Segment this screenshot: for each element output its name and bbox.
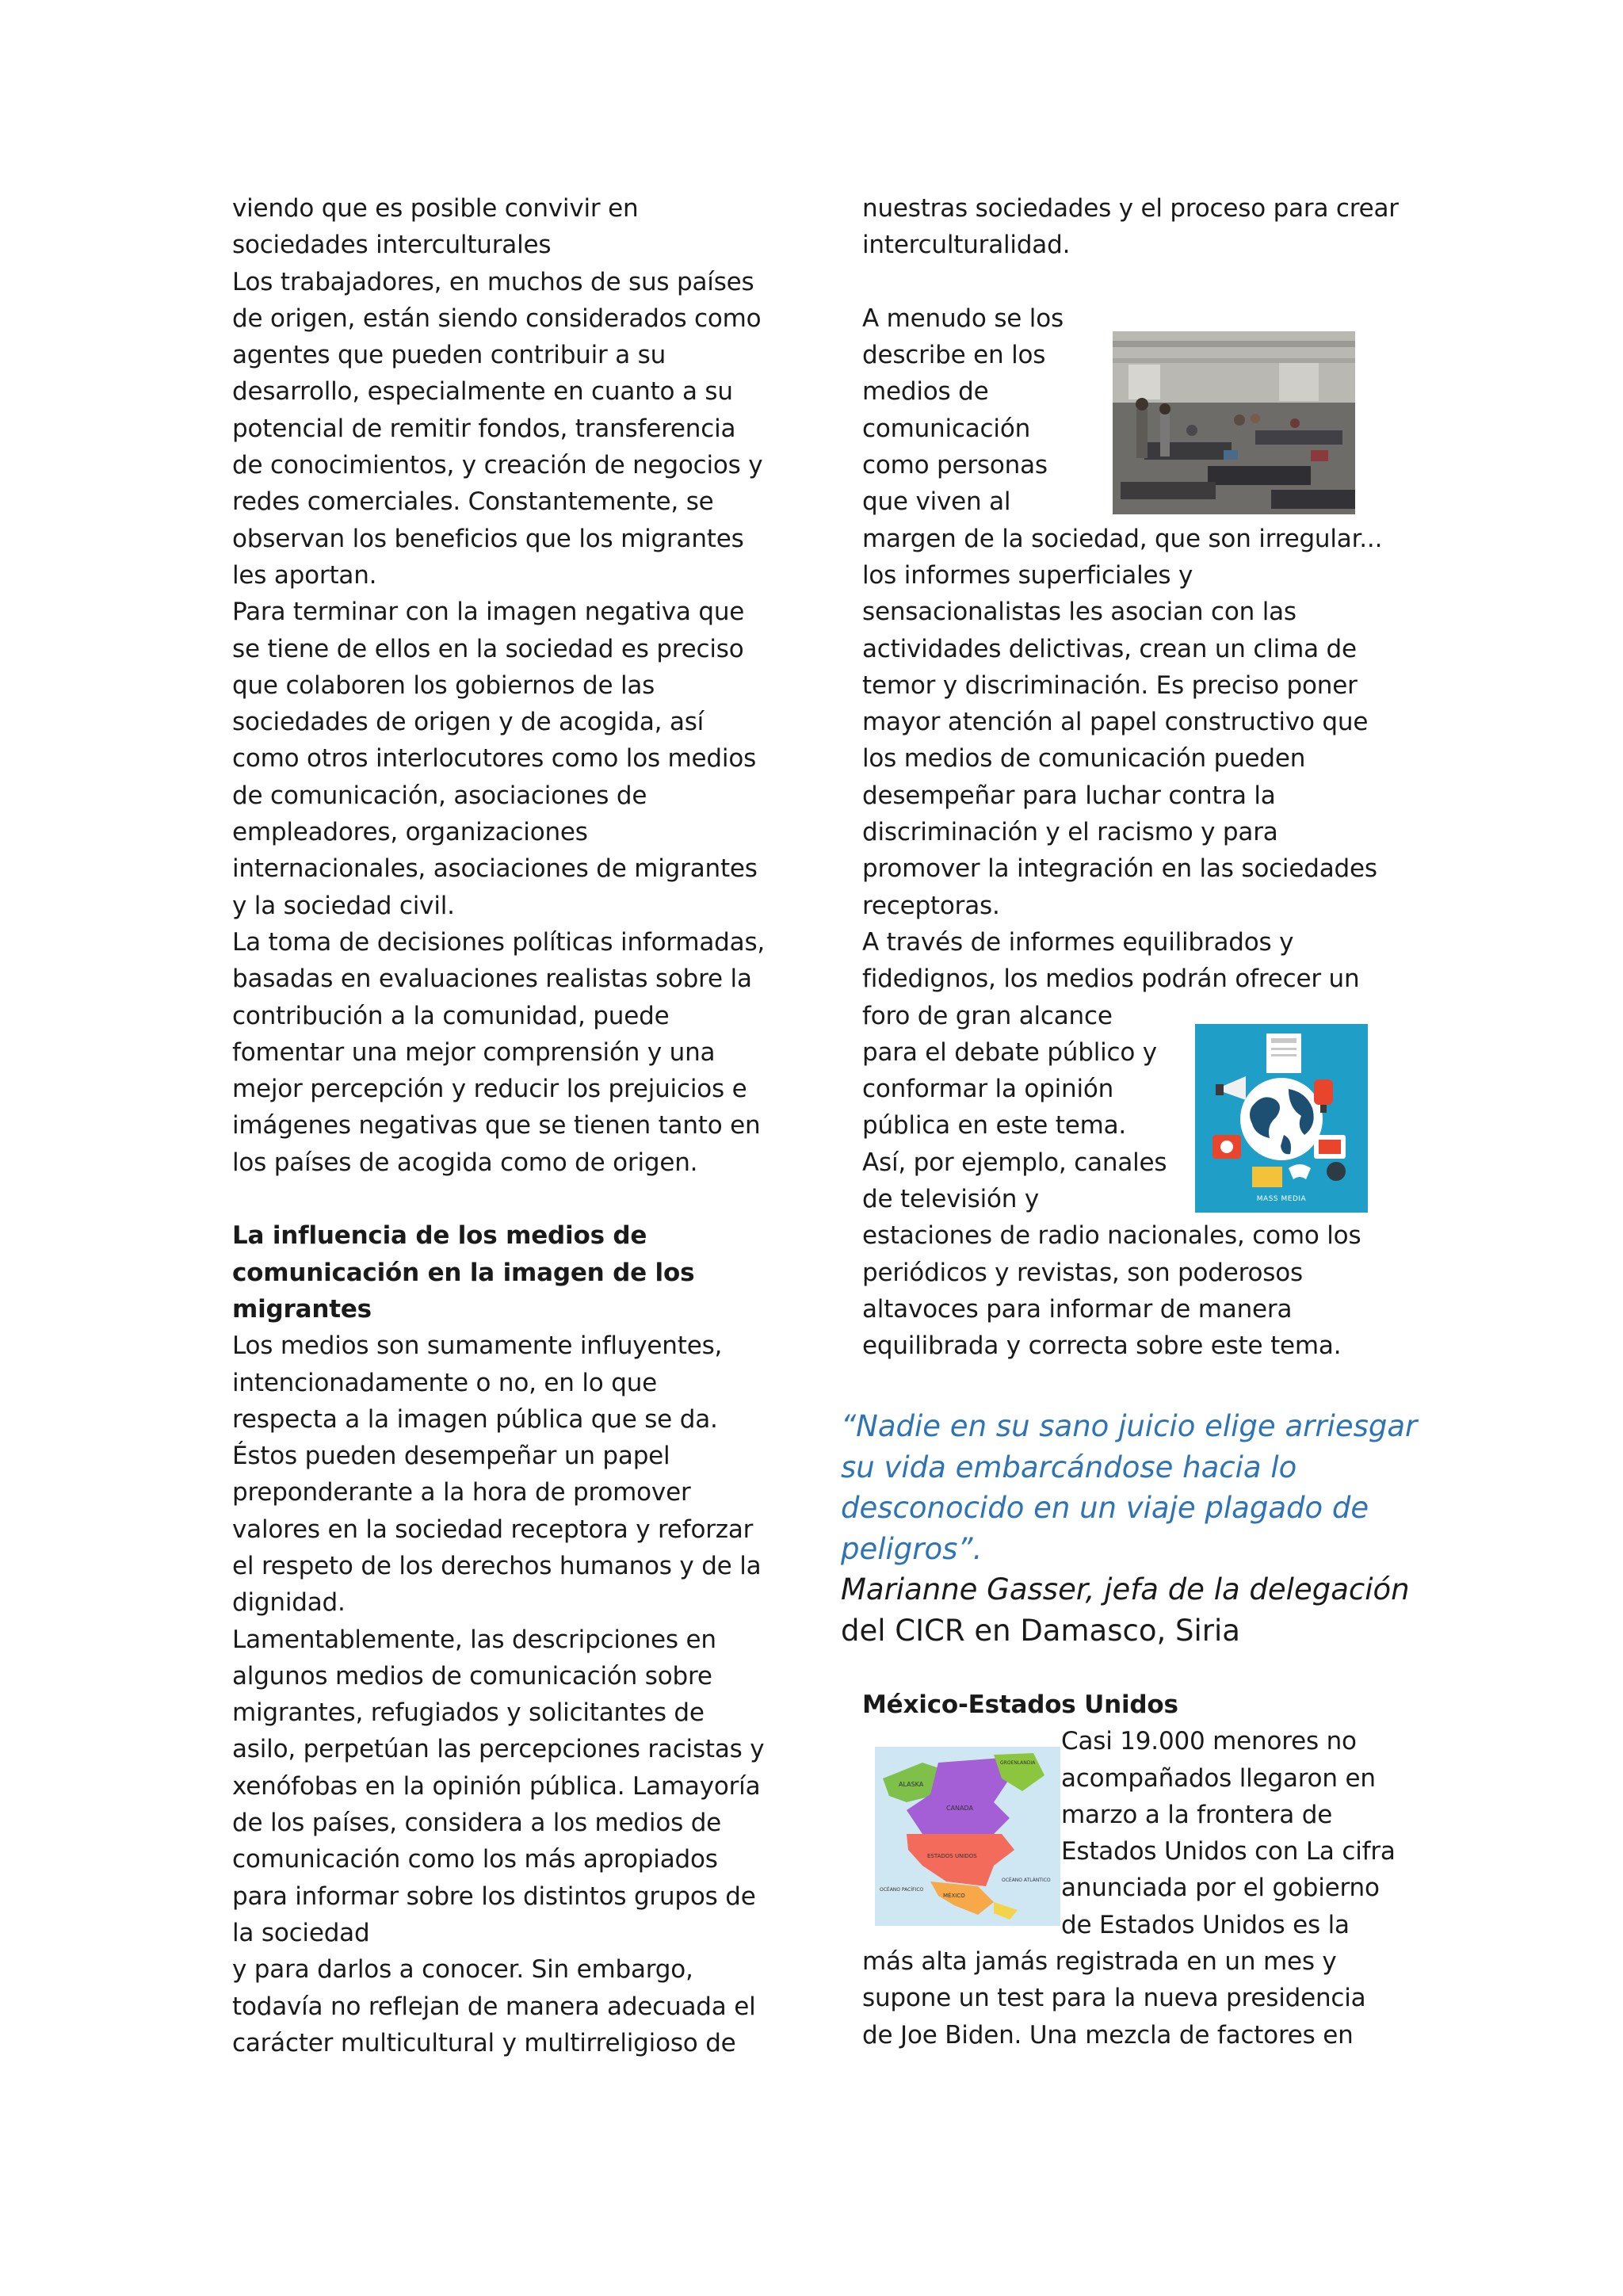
paragraph-line: A través de informes equilibrados y bbox=[862, 927, 1294, 957]
paragraph-line: A menudo se los bbox=[862, 304, 1064, 333]
paragraph-line: Los trabajadores, en muchos de sus países bbox=[232, 267, 754, 296]
paragraph-line: Para terminar con la imagen negativa que bbox=[232, 598, 745, 627]
quote-attribution: del CICR en Damasco, Siria bbox=[841, 1613, 1240, 1648]
shelter-photo bbox=[1113, 331, 1355, 514]
paragraph-line: temor y discriminación. Es preciso poner bbox=[862, 670, 1358, 700]
map-label-greenland: GROENLANDIA bbox=[1000, 1760, 1036, 1766]
paragraph-line: redes comerciales. Constantemente, se bbox=[232, 487, 714, 517]
paragraph-line: de los países, considera a los medios de bbox=[232, 1809, 722, 1838]
quote-attribution: Marianne Gasser, jefa de la delegación bbox=[841, 1572, 1410, 1606]
paragraph-line: equilibrada y correcta sobre este tema. bbox=[862, 1331, 1342, 1361]
section-heading-line: La influencia de los medios de bbox=[232, 1221, 647, 1251]
pull-quote bbox=[841, 1406, 1427, 1651]
paragraph-line: más alta jamás registrada en un mes y bbox=[862, 1947, 1337, 1977]
paragraph-line: los países de acogida como de origen. bbox=[232, 1148, 698, 1177]
paragraph-line: promover la integración en las sociedades bbox=[862, 854, 1377, 884]
paragraph-line: para informar sobre los distintos grupos de bbox=[232, 1881, 756, 1911]
paragraph-line: los medios de comunicación pueden bbox=[862, 744, 1306, 774]
paragraph-line: Casi 19.000 menores no bbox=[1061, 1727, 1357, 1756]
paragraph-line: el respeto de los derechos humanos y de la bbox=[232, 1551, 762, 1580]
paragraph-line: de Joe Biden. Una mezcla de factores en bbox=[862, 2020, 1354, 2050]
section-heading: México-Estados Unidos bbox=[862, 1690, 1178, 1719]
paragraph-line: desarrollo, especialmente en cuanto a su bbox=[232, 377, 733, 407]
paragraph-line: respecta a la imagen pública que se da. bbox=[232, 1404, 718, 1434]
paragraph-line: acompañados llegaron en bbox=[1061, 1763, 1376, 1793]
paragraph-line: que colaboren los gobiernos de las bbox=[232, 670, 655, 700]
paragraph-line: interculturalidad. bbox=[862, 231, 1071, 260]
map-label-canada: CANADA bbox=[946, 1805, 974, 1812]
paragraph-line: Estados Unidos con La cifra bbox=[1061, 1837, 1396, 1866]
paragraph-line: foro de gran alcance bbox=[862, 1001, 1113, 1030]
paragraph-line: comunicación bbox=[862, 414, 1031, 443]
map-label-atlantic: OCÉANO ATLÁNTICO bbox=[1002, 1878, 1051, 1883]
paragraph-line: potencial de remitir fondos, transferencia bbox=[232, 414, 736, 443]
paragraph-line: de Estados Unidos es la bbox=[1061, 1910, 1350, 1939]
paragraph-line: Los medios son sumamente influyentes, bbox=[232, 1331, 723, 1361]
paragraph-line: imágenes negativas que se tienen tanto en bbox=[232, 1111, 761, 1140]
paragraph-line: que viven al bbox=[862, 487, 1011, 517]
paragraph-line: xenófobas en la opinión pública. Lamayoría bbox=[232, 1771, 761, 1801]
paragraph-line: periódicos y revistas, son poderosos bbox=[862, 1258, 1303, 1287]
paragraph-line: La toma de decisiones políticas informadas, bbox=[232, 927, 766, 957]
paragraph-line: pública en este tema. bbox=[862, 1111, 1127, 1140]
paragraph-line: contribución a la comunidad, puede bbox=[232, 1001, 670, 1030]
paragraph-line: sociedades interculturales bbox=[232, 231, 552, 260]
paragraph-line: Lamentablemente, las descripciones en bbox=[232, 1625, 716, 1654]
paragraph-line: receptoras. bbox=[862, 891, 1000, 920]
paragraph-line: observan los beneficios que los migrantes bbox=[232, 524, 744, 553]
paragraph-line: medios de bbox=[862, 377, 989, 407]
paragraph-line: y para darlos a conocer. Sin embargo, bbox=[232, 1955, 693, 1985]
paragraph-line: fidedignos, los medios podrán ofrecer un bbox=[862, 965, 1360, 994]
paragraph-line: estaciones de radio nacionales, como los bbox=[862, 1221, 1361, 1251]
paragraph-line: basadas en evaluaciones realistas sobre la bbox=[232, 965, 752, 994]
left-column bbox=[232, 190, 803, 2061]
paragraph-line: preponderante a la hora de promover bbox=[232, 1478, 691, 1507]
paragraph-line: dignidad. bbox=[232, 1588, 346, 1618]
paragraph-line: como otros interlocutores como los medios bbox=[232, 744, 757, 774]
north-america-map bbox=[875, 1747, 1060, 1926]
paragraph-line: carácter multicultural y multirreligioso de bbox=[232, 2028, 736, 2057]
paragraph-line: migrantes, refugiados y solicitantes de bbox=[232, 1698, 705, 1728]
paragraph-line: algunos medios de comunicación sobre bbox=[232, 1661, 712, 1690]
paragraph-line: altavoces para informar de manera bbox=[862, 1294, 1293, 1324]
map-label-mexico: MÉXICO bbox=[943, 1893, 965, 1899]
paragraph-line: nuestras sociedades y el proceso para crear bbox=[862, 194, 1399, 223]
paragraph-line: Así, por ejemplo, canales bbox=[862, 1148, 1167, 1177]
quote-line: peligros”. bbox=[841, 1531, 983, 1566]
map-label-pacific: OCÉANO PACÍFICO bbox=[880, 1887, 924, 1893]
mass-media-label: MASS MEDIA bbox=[1256, 1195, 1307, 1203]
paragraph-line: mayor atención al papel constructivo que bbox=[862, 708, 1369, 737]
paragraph-line: mejor percepción y reducir los prejuicios e bbox=[232, 1075, 747, 1104]
blank-line bbox=[862, 264, 1417, 300]
paragraph-line: anunciada por el gobierno bbox=[1061, 1874, 1380, 1903]
paragraph-line: fomentar una mejor comprensión y una bbox=[232, 1037, 716, 1067]
paragraph-line: la sociedad bbox=[232, 1918, 370, 1947]
map-label-alaska: ALASKA bbox=[899, 1781, 924, 1788]
paragraph-line: como personas bbox=[862, 451, 1048, 480]
paragraph-line: de televisión y bbox=[862, 1185, 1040, 1214]
paragraph-line: de comunicación, asociaciones de bbox=[232, 781, 647, 810]
paragraph-line: y la sociedad civil. bbox=[232, 891, 455, 920]
paragraph-line: de origen, están siendo considerados como bbox=[232, 304, 762, 333]
paragraph-line: todavía no reflejan de manera adecuada el bbox=[232, 1992, 756, 2021]
paragraph-line: valores en la sociedad receptora y reforzar bbox=[232, 1515, 754, 1544]
paragraph-line: de conocimientos, y creación de negocios y bbox=[232, 451, 763, 480]
paragraph-line: supone un test para la nueva presidencia bbox=[862, 1984, 1366, 2013]
paragraph-line: actividades delictivas, crean un clima de bbox=[862, 634, 1357, 663]
paragraph-line: Éstos pueden desempeñar un papel bbox=[232, 1442, 670, 1471]
map-label-usa: ESTADOS UNIDOS bbox=[927, 1853, 977, 1859]
paragraph-line: intencionadamente o no, en lo que bbox=[232, 1368, 658, 1397]
paragraph-line: para el debate público y bbox=[862, 1037, 1157, 1067]
paragraph-line: empleadores, organizaciones bbox=[232, 818, 588, 847]
paragraph-line: comunicación como los más apropiados bbox=[232, 1845, 718, 1874]
paragraph-line: conformar la opinión bbox=[862, 1075, 1114, 1104]
paragraph-line: internacionales, asociaciones de migrantes bbox=[232, 854, 758, 884]
paragraph-line: sociedades de origen y de acogida, así bbox=[232, 708, 705, 737]
paragraph-line: los informes superficiales y bbox=[862, 560, 1193, 590]
paragraph-line: asilo, perpetúan las percepciones racistas y bbox=[232, 1735, 765, 1764]
paragraph-line: se tiene de ellos en la sociedad es preciso bbox=[232, 634, 744, 663]
blank-line bbox=[232, 1181, 803, 1217]
section-heading-line: migrantes bbox=[232, 1294, 372, 1324]
paragraph-line: discriminación y el racismo y para bbox=[862, 818, 1278, 847]
section-heading-line: comunicación en la imagen de los bbox=[232, 1258, 695, 1287]
quote-line: desconocido en un viaje plagado de bbox=[841, 1491, 1369, 1525]
paragraph-line: viendo que es posible convivir en bbox=[232, 194, 639, 223]
paragraph-line: describe en los bbox=[862, 341, 1046, 370]
paragraph-line: marzo a la frontera de bbox=[1061, 1800, 1333, 1829]
paragraph-line: margen de la sociedad, que son irregular... bbox=[862, 524, 1383, 553]
paragraph-line: desempeñar para luchar contra la bbox=[862, 781, 1276, 810]
paragraph-line: agentes que pueden contribuir a su bbox=[232, 341, 666, 370]
paragraph-line: les aportan. bbox=[232, 560, 377, 590]
quote-line: “Nadie en su sano juicio elige arriesgar bbox=[841, 1409, 1418, 1443]
mass-media-illustration bbox=[1195, 1024, 1368, 1213]
paragraph-line: sensacionalistas les asocian con las bbox=[862, 598, 1296, 627]
quote-line: su vida embarcándose hacia lo bbox=[841, 1450, 1297, 1484]
